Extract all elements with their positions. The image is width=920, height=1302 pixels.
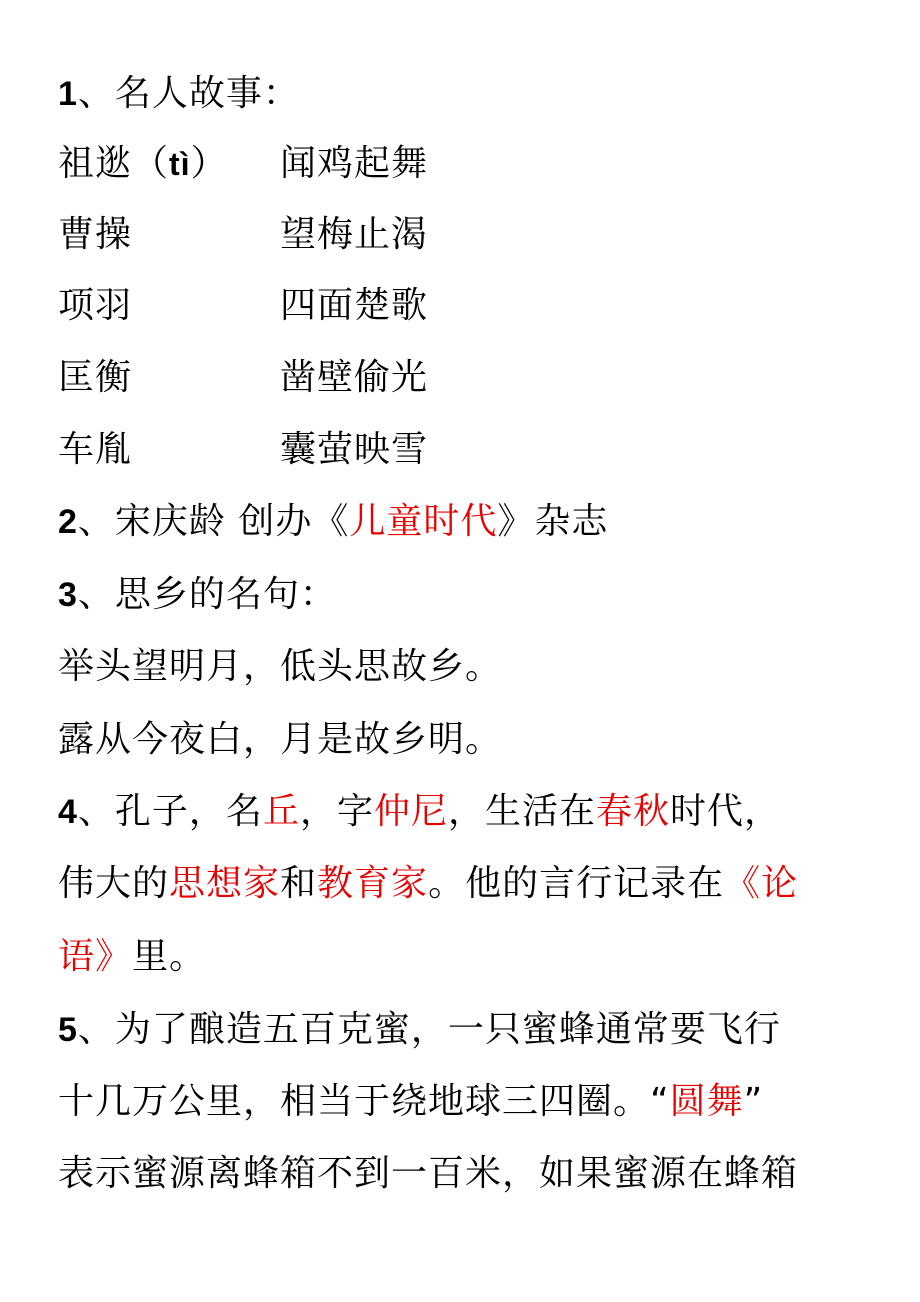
story-idiom: 四面楚歌: [280, 285, 429, 326]
poem-line: 举头望明月，低头思故乡。: [58, 646, 503, 687]
section-number: 4: [58, 793, 78, 831]
story-idiom: 囊萤映雪: [280, 429, 429, 470]
section-5-line-1: 5、为了酿造五百克蜜，一只蜜蜂通常要飞行: [58, 1009, 781, 1050]
pinyin: tì: [169, 146, 191, 182]
section-4-line-3: 语》里。: [58, 936, 207, 977]
story-name: 匡衡: [58, 357, 133, 398]
story-name: 曹操: [58, 214, 133, 255]
section-title: 、名人故事：: [77, 73, 300, 114]
section-number: 2: [58, 503, 78, 541]
section-2: 2、宋庆龄 创办《儿童时代》杂志: [58, 501, 609, 542]
section-title: 、思乡的名句：: [77, 574, 337, 615]
story-name: 祖逖（tì）: [58, 143, 228, 184]
story-idiom: 闻鸡起舞: [280, 143, 429, 184]
section-1-heading: [58, 72, 300, 116]
story-idiom: 望梅止渴: [280, 214, 429, 255]
section-4-line-2: 伟大的思想家和教育家。他的言行记录在《论: [58, 863, 799, 904]
poem-line: 露从今夜白，月是故乡明。: [58, 719, 503, 760]
section-number: 3: [58, 576, 78, 614]
section-5-line-2: 十几万公里，相当于绕地球三四圈。“圆舞”: [58, 1081, 764, 1122]
section-number: 1: [58, 75, 78, 113]
section-number: 5: [58, 1011, 78, 1049]
highlight-text: 儿童时代: [349, 501, 498, 542]
story-idiom: 凿壁偷光: [280, 357, 429, 398]
story-name: 车胤: [58, 429, 133, 470]
highlight-text: 圆舞: [669, 1081, 744, 1122]
section-3-heading: [58, 573, 337, 617]
section-5-line-3: 表示蜜源离蜂箱不到一百米，如果蜜源在蜂箱: [58, 1153, 799, 1194]
section-4-line-1: 4、孔子，名丘，字仲尼，生活在春秋时代，: [58, 791, 782, 832]
story-name: 项羽: [58, 285, 133, 326]
